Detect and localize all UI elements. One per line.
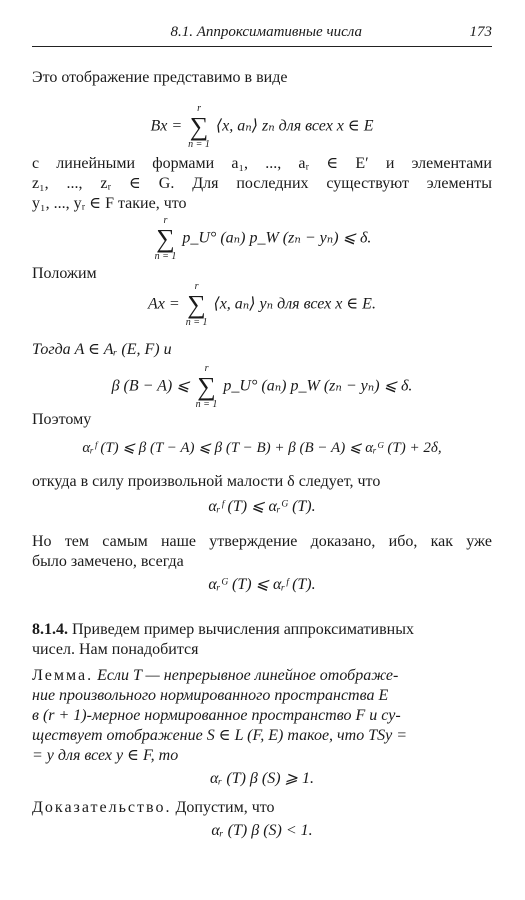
- sum-sign: r ∑ n = 1: [185, 281, 208, 328]
- formula-rhs: p_U° (aₙ) p_W (zₙ − yₙ) ⩽ δ.: [223, 377, 413, 395]
- paragraph-heading-line: [32, 620, 492, 640]
- formula-lemma: αᵣ (T) β (S) ⩾ 1.: [210, 770, 314, 787]
- lemma-line: = y для всех y ∈ F, то: [32, 747, 179, 764]
- formula-assumption: αᵣ (T) β (S) < 1.: [211, 822, 313, 839]
- formula-sum-estimate: [32, 216, 492, 262]
- text-line: Но тем самым наше утверждение доказано, ибо, как уже: [32, 533, 492, 550]
- lemma-line: в (r + 1)-мерное нормированное пространство F и су-: [32, 707, 401, 724]
- text-line: с линейными формами a₁, ..., aᵣ ∈ E′ и элементами: [32, 155, 492, 172]
- text-line: Поэтому: [32, 411, 92, 428]
- formula-rhs: p_U° (aₙ) p_W (zₙ − yₙ) ⩽ δ.: [182, 229, 372, 247]
- sum-upper: r: [204, 363, 209, 374]
- formula-ax: [32, 282, 492, 328]
- sum-lower: n = 1: [185, 317, 208, 328]
- section-title: 8.1. Аппроксимативные числа: [170, 24, 362, 40]
- sum-upper: r: [197, 103, 201, 114]
- paragraph-number: 8.1.4.: [32, 621, 68, 638]
- formula-chain: αᵣᶠ (T) ⩽ β (T − A) ⩽ β (T − B) + β (B − A) ⩽ αᵣᴳ (T) + 2δ,: [82, 440, 442, 456]
- text-line: z₁, ..., zᵣ ∈ G. Для последних существуют элементы: [32, 175, 492, 192]
- text-line: откуда в силу произвольной малости δ следует, что: [32, 473, 381, 490]
- text-line: было замечено, всегда: [32, 553, 184, 570]
- formula-lhs: β (B − A) ⩽: [111, 377, 190, 395]
- lemma-line: ние произвольного нормированного пространства E: [32, 687, 389, 704]
- formula-alpha-g-f: αᵣᴳ (T) ⩽ αᵣᶠ (T).: [208, 576, 316, 593]
- formula-rhs: ⟨x, aₙ⟩ zₙ для всех x ∈ E: [215, 117, 374, 135]
- formula-bx: [32, 104, 492, 150]
- sum-sign: r ∑ n = 1: [188, 103, 210, 150]
- lemma-label: Лемма.: [32, 667, 94, 684]
- running-header: [32, 20, 492, 47]
- proof-label: Доказательство.: [32, 799, 172, 816]
- formula-alpha-f-g: αᵣᶠ (T) ⩽ αᵣᴳ (T).: [208, 498, 316, 515]
- text-line: y₁, ..., yᵣ ∈ F такие, что: [32, 195, 187, 212]
- text-line: Это отображение представимо в виде: [32, 69, 288, 86]
- formula-lhs: Bx =: [150, 117, 183, 135]
- formula-rhs: ⟨x, aₙ⟩ yₙ для всех x ∈ E.: [213, 295, 376, 313]
- sum-upper: r: [163, 215, 168, 226]
- lemma-text: Если T — непрерывное линейное отображе-: [93, 667, 399, 684]
- paragraph-text: Приведем пример вычисления аппроксимативных: [68, 621, 414, 638]
- formula-beta: [32, 364, 492, 410]
- lemma-line: ществует отображение S ∈ L (F, E) такое, что TSy =: [32, 727, 408, 744]
- text-line: чисел. Нам понадобится: [32, 641, 199, 658]
- sum-lower: n = 1: [188, 139, 210, 150]
- lemma-line: [32, 666, 492, 686]
- formula-lhs: Ax =: [148, 295, 180, 313]
- page-number: 173: [469, 24, 492, 40]
- sum-sign: r ∑ n = 1: [154, 215, 177, 262]
- sum-sign: r ∑ n = 1: [195, 363, 218, 410]
- text-line: Положим: [32, 265, 97, 282]
- sum-upper: r: [194, 281, 199, 292]
- proof-line: [32, 798, 492, 818]
- sum-lower: n = 1: [195, 399, 218, 410]
- proof-text: Допустим, что: [171, 799, 275, 816]
- text-line: Тогда A ∈ Aᵣ (E, F) и: [32, 341, 172, 358]
- sum-lower: n = 1: [154, 251, 177, 262]
